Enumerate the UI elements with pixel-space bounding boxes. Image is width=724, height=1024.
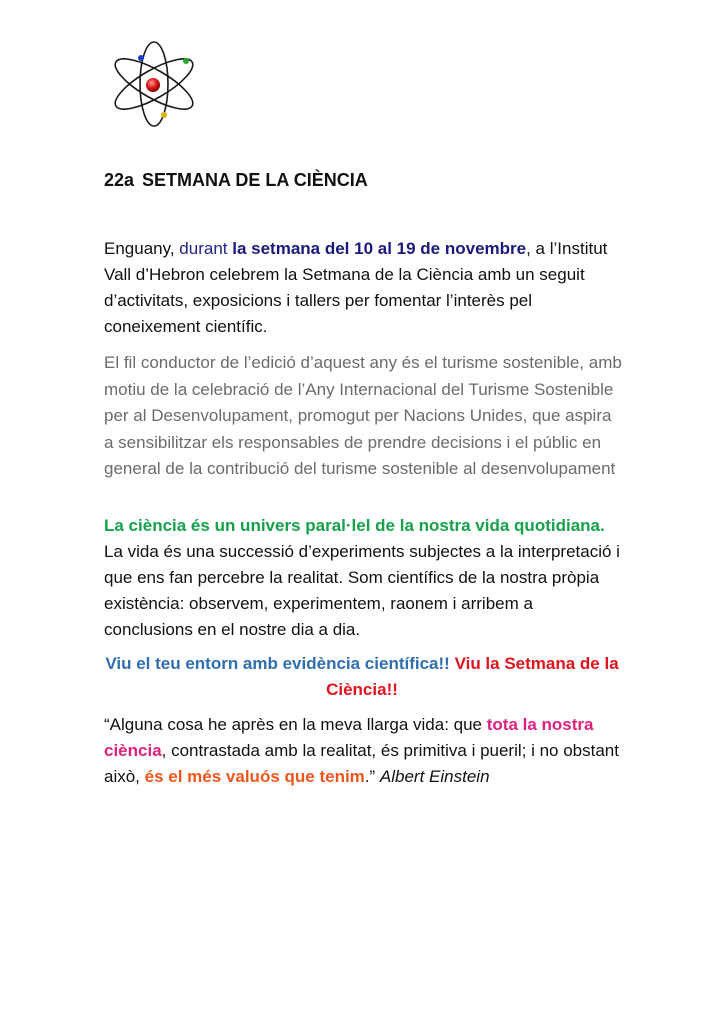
quote-highlight-1: tota la nostra ciència (104, 715, 594, 760)
slogan-part-2: Viu la Setmana de la Ciència!! (326, 654, 619, 699)
slogan (104, 651, 620, 703)
quote-highlight-2: és el més valuós que tenim (144, 767, 365, 786)
electron-icon (183, 58, 189, 64)
intro-text-rest: , a l’Institut Vall d’Hebron celebrem la Setmana de la Ciència amb un seguit d’activitats, exposicions i tallers per fomentar l’interès pel coneixement científic. (104, 239, 608, 336)
intro-paragraph (104, 236, 624, 340)
intro-text: Enguany, (104, 239, 180, 258)
quote-paragraph (104, 712, 624, 790)
slogan-part-1: Viu el teu entorn amb evidència científica!! (105, 654, 450, 673)
page-title (104, 170, 368, 191)
quote-text: .” (364, 767, 380, 786)
theme-paragraph: El fil conductor de l’edició d’aquest any és el turisme sostenible, amb motiu de la celebració de l’Any Internacional del Turisme Sostenible per al Desenvolupament, promogut per Nacions Unides, que aspira a sensibilitzar els responsables de prendre decisions i el públic en general de la contribució del turisme sostenible al desenvolupament (104, 353, 622, 478)
science-highlight: La ciència és un univers paral·lel de la nostra vida quotidiana (104, 516, 600, 535)
quote-text: “Alguna cosa he après en la meva llarga vida: que (104, 715, 487, 734)
intro-highlight-dates: la setmana del 10 al 19 de novembre (232, 239, 527, 258)
science-text: La vida és una successió d’experiments subjectes a la interpretació i que ens fan percebre la realitat. Som científics de la nostra pròpia existència: observem, experimentem, raonem i arribem a conclusions en el nostre dia a dia. (104, 542, 620, 639)
quote-text: , contrastada amb la realitat, és primitiva i pueril; i no obstant això, (104, 741, 619, 786)
intro-highlight-durant: durant (179, 239, 233, 258)
atom-icon (108, 40, 200, 128)
edition-number: 22a (104, 170, 135, 190)
title-text: SETMANA DE LA CIÈNCIA (142, 170, 368, 190)
electron-icon (138, 55, 144, 61)
science-paragraph (104, 513, 624, 643)
quote-author: Albert Einstein (379, 767, 490, 786)
science-highlight-dot: . (600, 516, 605, 535)
nucleus-icon (146, 78, 160, 92)
electron-icon (161, 112, 167, 118)
